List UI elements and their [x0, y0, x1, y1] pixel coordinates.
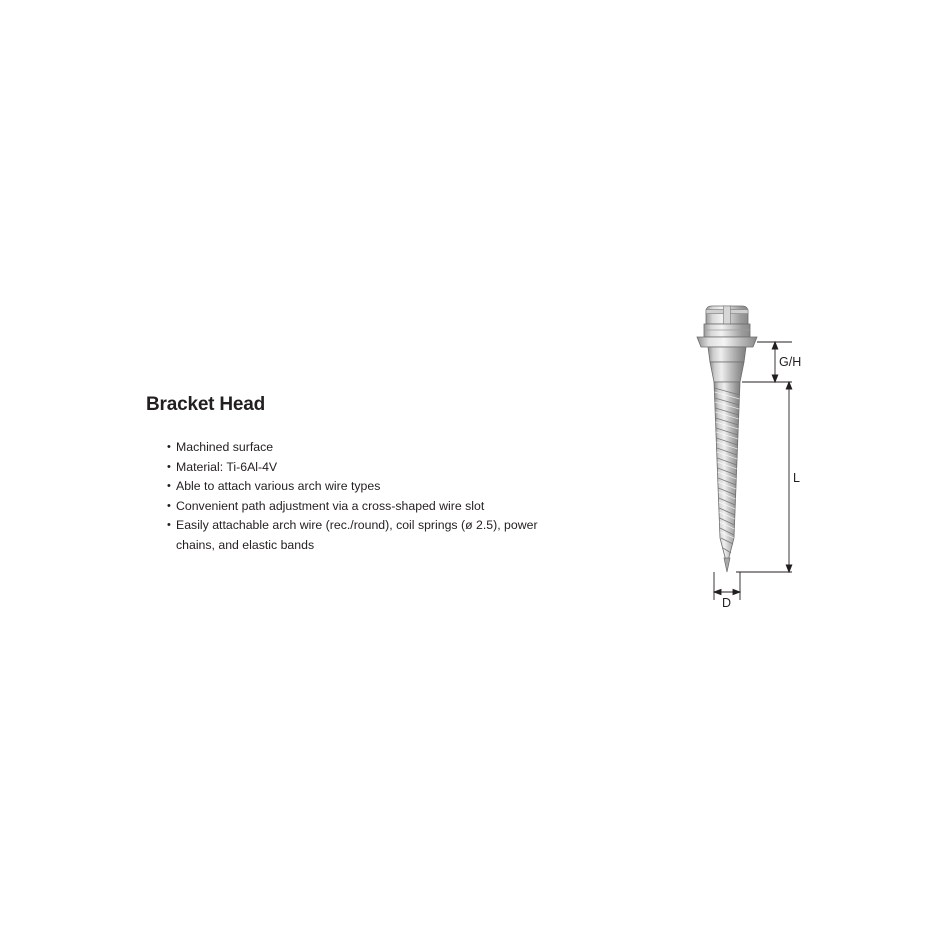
list-item: • Easily attachable arch wire (rec./round), coil springs (ø 2.5), power chains, and elastic bands — [167, 516, 576, 555]
list-item: • Able to attach various arch wire types — [167, 477, 576, 497]
dim-label-d: D — [722, 596, 732, 610]
list-item: • Machined surface — [167, 438, 576, 458]
screw-diagram — [690, 300, 840, 630]
list-item: • Material: Ti-6Al-4V — [167, 458, 576, 478]
bracket-head-graphic — [697, 306, 757, 382]
list-item: • Convenient path adjustment via a cross-shaped wire slot — [167, 497, 576, 517]
bracket-head-section — [146, 394, 576, 555]
page-title: Bracket Head — [146, 394, 266, 415]
feature-list — [146, 438, 576, 555]
threaded-shaft-graphic — [714, 382, 740, 572]
dim-label-gh: G/H — [779, 355, 802, 369]
dim-label-l: L — [793, 471, 800, 485]
